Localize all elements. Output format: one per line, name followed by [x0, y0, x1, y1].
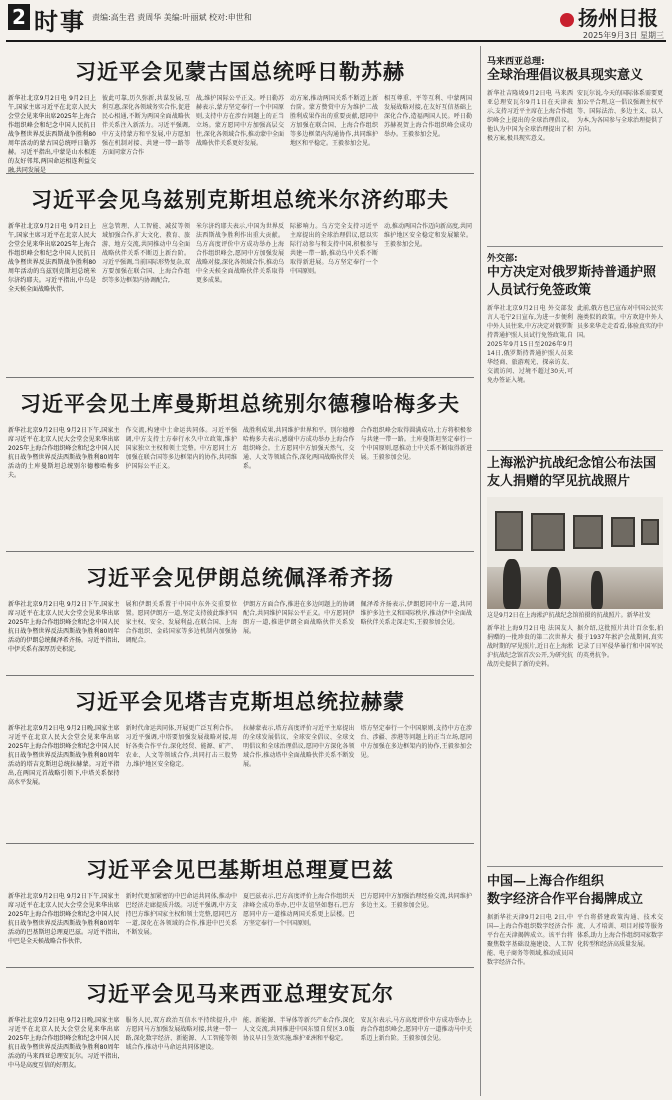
kicker: 马来西亚总理: [487, 57, 545, 67]
main-column [6, 46, 474, 1096]
story-text: 新华社北京9月2日电 9月2日晚,国家主席习近平在北京人民大会堂会见来华出席2025年上海合作组织峰会和纪念中国人民抗日战争暨世界反法西斯战争胜利80周年活动的马来西亚总理安瓦尔。习近平指出,中马是高度互信的好朋友。 [8, 1017, 120, 1069]
story-text: 新时代命运共同体,开展更广泛互利合作。习近平强调,中塔要加强发展战略对接,用好各类合作平台,深化经贸、能源、矿产、农业、人文等领域合作,共同打击三股势力,维护地区安全稳定。 [125, 725, 237, 768]
sidebar [480, 46, 666, 1096]
sidebar-text: 新华社上海9月2日电 法国友人捐赠的一批珍贵的第二次世界大战时期的罕见照片,近日在上海淞沪抗战纪念馆首次公开,为研究抗战历史提供了新的史料。 [487, 625, 573, 668]
sidebar-photo-story [487, 450, 663, 854]
headline[interactable]: 习近平会见塔吉克斯坦总统拉赫蒙 [75, 689, 405, 714]
story-text: 佩泽希齐扬表示,伊朗愿同中方一道,共同维护多边主义和国际秩序,推动伊中全面战略伙伴关系走深走实,王毅参加会见。 [360, 601, 472, 626]
photo-caption: 这是9月2日在上海淞沪抗战纪念馆拍摄的抗战照片。新华社发 [487, 612, 651, 619]
story-pakistan [6, 844, 474, 968]
sidebar-commentary [487, 54, 663, 244]
story-text: 应急管理、人工智能、减贫等领域加强合作,扩大文化、教育、旅游、地方交流,共同推动中乌全面战略伙伴关系不断迈上新台阶。习近平强调,当前国际形势复杂,双方要加强在联合国、上海合作组织等多边框架内协调配合, [102, 223, 190, 284]
logo-icon [560, 13, 574, 27]
story-text: 作交流,构建中土命运共同体。习近平强调,中方支持土方奉行永久中立政策,维护国家独立主权和领土完整。中方愿同土方加强在联合国等多边框架内的协作,共同维护国际公平正义。 [125, 427, 237, 470]
story-turkmenistan [6, 378, 474, 552]
headline[interactable]: 习近平会见土库曼斯坦总统别尔德穆哈梅多夫 [20, 391, 460, 416]
story-text: 能、新能源、半导体等新兴产业合作,深化人文交流,共同推进中国东盟自贸区3.0版协议早日生效实施,维护亚洲和平稳定。 [243, 1017, 355, 1042]
story-text: 巴方愿同中方加强治理经验交流,共同维护多边主义。王毅参加会见。 [360, 893, 472, 909]
story-text: 合作组织峰会取得圆满成功,土方将积极参与共建一带一路。土库曼斯坦坚定奉行一个中国原则,愿推动土中关系不断取得新进展。王毅参加会见。 [360, 427, 472, 461]
story-text: 夏巴兹表示,巴方高度评价上海合作组织天津峰会成功举办,巴中友谊坚如磐石,巴方愿同中方一道推动两国关系更上层楼。巴方坚定奉行一个中国原则。 [243, 893, 355, 927]
sidebar-text: 据介绍,这批照片共计百余张,拍摄于1937年淞沪会战期间,真实记录了日军侵华暴行和中国军民的英勇抗争。 [577, 625, 663, 659]
headline[interactable]: 习近平会见乌兹别克斯坦总统米尔济约耶夫 [31, 187, 449, 212]
story-tajikistan [6, 676, 474, 844]
page-number: 2 [8, 4, 30, 30]
story-text: 新华社北京9月2日电 9月2日下午,国家主席习近平在北京人民大会堂会见来华出席2025年上海合作组织峰会和纪念中国人民抗日战争暨世界反法西斯战争胜利80周年活动的土库曼斯坦总统别尔德穆哈梅多夫。 [8, 427, 120, 479]
kicker: 外交部: [487, 254, 518, 264]
story-text: 安瓦尔表示,马方高度评价中方成功举办上海合作组织峰会,愿同中方一道推动马中关系迈上新台阶。王毅参加会见。 [360, 1017, 472, 1042]
editor-credits: 责编:高生君 责周华 美编:叶丽斌 校对:申世和 [92, 13, 252, 22]
exhibition-photo [487, 497, 663, 609]
sidebar-text: 新华社北京9月2日电 外交部发言人毛宁2日宣布,为进一步便利中外人员往来,中方决定对俄罗斯持普通护照人员试行免签政策,自2025年9月15日至2026年9月14日,俄罗斯持普通护照人员来华经商、旅游观光、探亲访友、交流访问、过境不超过30天,可免办签证入境。 [487, 305, 573, 384]
story-text: 新华社北京9月2日电 9月2日晚,国家主席习近平在北京人民大会堂会见来华出席2025年上海合作组织峰会和纪念中国人民抗日战争暨世界反法西斯战争胜利80周年活动的塔吉克斯坦总统拉赫蒙。习近平指出,在两国元首战略引领下,中塔关系保持高水平发展。 [8, 725, 120, 786]
story-text: 动方案,推动两国关系不断迈上新台阶。蒙方赞赏中方为维护二战胜利成果作出的重要贡献,愿同中方加强在联合国、上海合作组织等多边框架内沟通协作,共同维护地区和平稳定。王毅参加会见。 [290, 95, 378, 147]
sidebar-headline[interactable]: 数字经济合作平台揭牌成立 [487, 892, 644, 907]
headline[interactable]: 习近平会见巴基斯坦总理夏巴兹 [86, 857, 394, 882]
sidebar-text: 据新华社天津9月2日电 2日,中国—上海合作组织数字经济合作平台在天津揭牌成立。该平台将聚焦数字基础设施建设、人工智能、电子商务等领域,推动成员国数字经济合作。 [487, 914, 573, 966]
sidebar-text: 新华社吉隆坡9月2日电 马来西亚总理安瓦尔9月1日在天津表示,支持习近平主席在上海合作组织峰会上提出的全球治理倡议。他认为中国为全球治理提出了积极方案,极具现实意义。 [487, 90, 573, 142]
story-text: 新时代更加紧密的中巴命运共同体,推动中巴经济走廊提质升级。习近平强调,中方支持巴方维护国家主权和领土完整,愿同巴方一道,深化在各领域的合作,推进中巴关系不断发展。 [125, 893, 237, 936]
headline[interactable]: 习近平会见蒙古国总统呼日勒苏赫 [75, 59, 405, 84]
headline[interactable]: 习近平会见马来西亚总理安瓦尔 [86, 981, 394, 1006]
masthead [0, 0, 672, 40]
story-text: 彼此可靠,历久弥新,共谋发展,互利互惠,深化各领域务实合作,促进民心相通,不断为两国全面战略伙伴关系注入新活力。习近平强调,中方支持蒙方和平发展,中方愿加强在机制对接、共建一带一路等方面同蒙方合作 [102, 95, 190, 156]
story-mongolia [6, 46, 474, 174]
story-text: 展和伊朗关系置于中国中东外交重要位置。愿同伊朗方一道,坚定支持彼此维护国家主权、安全、发展利益,在联合国、上海合作组织、金砖国家等多边机制内加强协调配合。 [125, 601, 237, 644]
story-text: 新华社北京9月2日电 9月2日下午,国家主席习近平在北京人民大会堂会见来华出席2025年上海合作组织峰会和纪念中国人民抗日战争暨世界反法西斯战争胜利80周年活动的伊朗总统佩泽希齐扬。习近平指出,中伊关系有深厚历史积淀, [8, 601, 120, 653]
sidebar-headline[interactable]: 上海淞沪抗战纪念馆公布法国友人捐赠的罕见抗战照片 [487, 456, 657, 489]
dateline: 2025年9月3日 星期三 [582, 31, 664, 40]
story-text: 动,推动两国合作迈向新高度,共同维护地区安全稳定和发展繁荣。王毅参加会见。 [384, 223, 472, 248]
section-name: 时事 [34, 8, 86, 36]
story-text: 际影响力。乌方完全支持习近平主席提出的全球治理倡议,愿以实际行动参与和支持中国,积极参与共建一带一路,推动乌中关系不断取得新进展。乌方坚定奉行一个中国原则。 [290, 223, 378, 275]
masthead-rule [6, 40, 666, 42]
story-text: 伊朗方方面合作,推进在多边问题上的协调配合,共同维护国际公平正义。中方愿同伊朗方一道,推进伊朗全面战略伙伴关系发展。 [243, 601, 355, 635]
story-text: 新华社北京9月2日电 9月2日上午,国家主席习近平在北京人民大会堂会见来华出席2025年上海合作组织峰会和纪念中国人民抗日战争暨世界反法西斯战争胜利80周年活动的蒙古国总统呼日勒苏赫。习近平指出,中蒙是山水相连的友好邻邦,两国命运相连利益交融,共同发展是 [8, 95, 96, 174]
story-uzbekistan [6, 174, 474, 378]
story-text: 相互尊重、平等互利、中蒙两国发展战略对接,在友好互信基础上深化合作,造福两国人民。呼日勒苏赫祝贺上海合作组织峰会成功举办。王毅参加会见。 [384, 95, 472, 138]
story-text: 战,维护国际公平正义。呼日勒苏赫表示,蒙方坚定奉行一个中国原则,支持中方在涉台问题上的正当立场。蒙方愿同中方加强高层交往,深化各领域合作,推动蒙中全面战略伙伴关系更好发展。 [196, 95, 284, 147]
sidebar-kicker: 中国—上海合作组织 [487, 874, 605, 889]
sidebar-digital-economy [487, 866, 663, 1092]
sidebar-visa [487, 246, 663, 442]
story-malaysia [6, 968, 474, 1096]
sidebar-text: 平台将搭建政策沟通、技术交流、人才培训、项目对接等服务体系,助力上海合作组织国家数字化转型和经济高质量发展。 [577, 914, 663, 948]
headline[interactable]: 习近平会见伊朗总统佩泽希齐扬 [86, 565, 394, 590]
story-text: 战胜利成果,共同维护世界和平。别尔德穆哈梅多夫表示,感谢中方成功举办上海合作组织峰会。土方愿同中方加强天然气、交通、人文等领域合作,深化两国战略伙伴关系。 [243, 427, 355, 470]
sidebar-text: 此前,俄方也已宣布对中国公民实施类似的政策。中方欢迎中外人员多来华走走看看,体验真实的中国。 [577, 305, 663, 339]
story-text: 服务人民,双方政治互信水平持续提升,中方愿同马方加强发展战略对接,共建一带一路,深化数字经济、新能源、人工智能等领域合作,推动中马命运共同体建设。 [125, 1017, 237, 1051]
story-text: 塔方坚定奉行一个中国原则,支持中方在涉台、涉疆、涉港等问题上的正当立场,愿同中方加强在多边框架内的协作,王毅参加会见。 [360, 725, 472, 759]
story-text: 拉赫蒙表示,塔方高度评价习近平主席提出的全球发展倡议、全球安全倡议、全球文明倡议和全球治理倡议,愿同中方深化各领域合作,推动塔中全面战略伙伴关系不断发展。 [243, 725, 355, 768]
sidebar-headline[interactable]: 全球治理倡议极具现实意义 [487, 68, 644, 83]
story-text: 新华社北京9月2日电 9月2日上午,国家主席习近平在北京人民大会堂会见来华出席2025年上海合作组织峰会和纪念中国人民抗日战争暨世界反法西斯战争胜利80周年活动的乌兹别克斯坦总统米尔济约耶夫。习近平指出,中乌是全天候全面战略伙伴, [8, 223, 96, 293]
story-iran [6, 552, 474, 676]
story-text: 新华社北京9月2日电 9月2日下午,国家主席习近平在北京人民大会堂会见来华出席2025年上海合作组织峰会和纪念中国人民抗日战争暨世界反法西斯战争胜利80周年活动的巴基斯坦总理夏巴兹。习近平指出,中巴是全天候战略合作伙伴, [8, 893, 120, 945]
sidebar-headline[interactable]: 中方决定对俄罗斯持普通护照人员试行免签政策 [487, 265, 657, 298]
sidebar-text: 安瓦尔说,今天的国际体系需要更加公平合理,这一倡议强调主权平等、国际法治、多边主义、以人为本,为各国参与全球治理提供了方向。 [577, 90, 663, 133]
story-text: 米尔济约耶夫表示,中国为世界反法西斯战争胜利作出重大贡献。乌方高度评价中方成功举办上海合作组织峰会,愿同中方加强发展战略对接,深化各领域合作,推动乌中全天候全面战略伙伴关系取得更多成果。 [196, 223, 284, 284]
newspaper-logo: 扬州日报 [560, 2, 658, 31]
